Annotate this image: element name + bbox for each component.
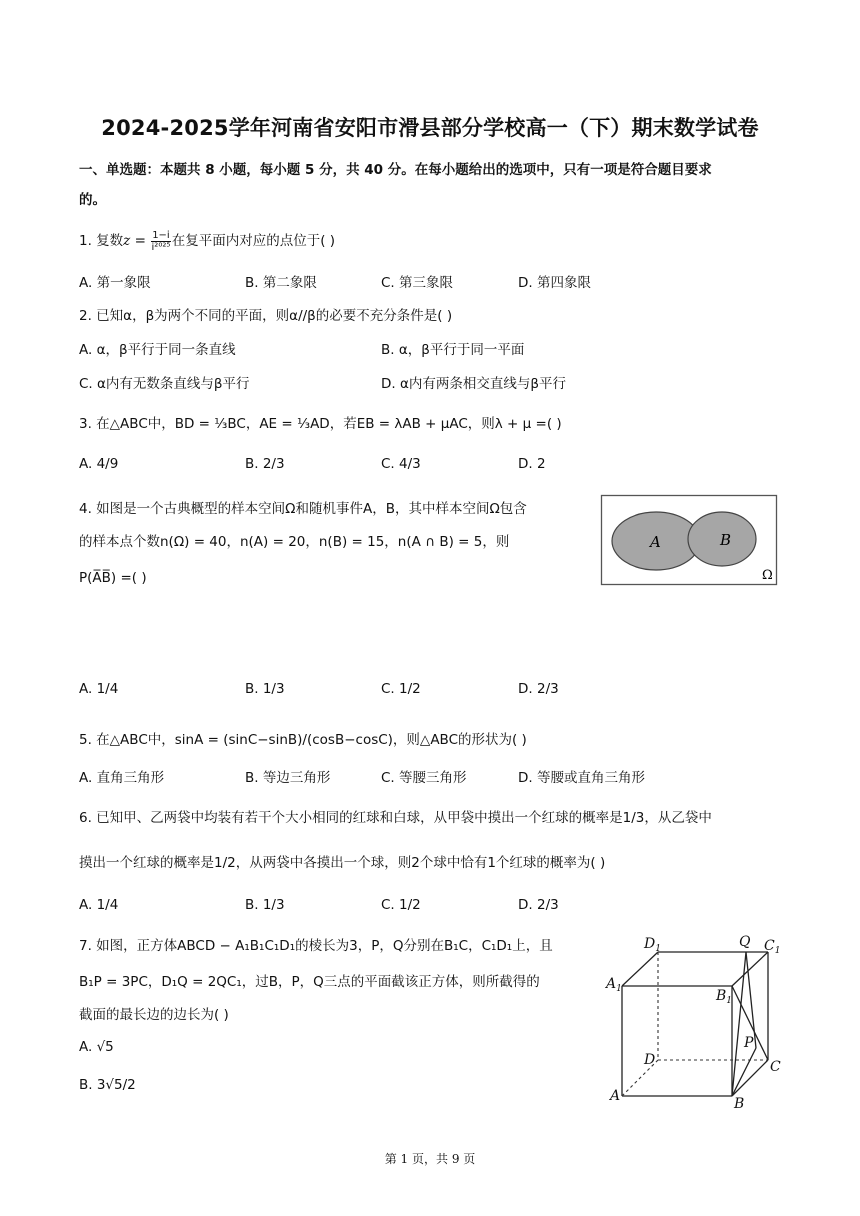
line-q-p [746,952,756,1048]
label-p: P [744,1035,754,1051]
question-3-stem: 3. 在△ABC中，BD = ⅓BC，AE = ⅓AD，若EB = λAB + μAC，则λ + μ =( ) [79,416,562,432]
q1-option-d: D. 第四象限 [518,275,591,291]
q3-option-b: B. 2/3 [245,456,285,472]
q2-option-b: B. α，β平行于同一平面 [381,342,525,358]
question-7-line2: B₁P = 3PC，D₁Q = 2QC₁，过B，P，Q三点的平面截该正方体，则所截得的 [79,974,540,990]
q4-option-d: D. 2/3 [518,681,559,697]
label-d1: $D_1$ [644,936,661,954]
q7-option-a: A. √5 [79,1039,114,1055]
q6-option-c: C. 1/2 [381,897,421,913]
label-b1: $B_1$ [716,988,733,1006]
label-c: C [770,1059,781,1075]
q6-option-d: D. 2/3 [518,897,559,913]
venn-label-b: B [720,531,732,549]
venn-diagram [600,494,778,586]
q6-option-b: B. 1/3 [245,897,285,913]
q5-option-a: A. 直角三角形 [79,770,165,786]
question-4-line1: 4. 如图是一个古典概型的样本空间Ω和随机事件A，B，其中样本空间Ω包含 [79,501,527,517]
question-7-line1: 7. 如图，正方体ABCD − A₁B₁C₁D₁的棱长为3，P，Q分别在B₁C，C₁D₁上，且 [79,938,553,954]
section-heading-line1: 一、单选题：本题共 8 小题，每小题 5 分，共 40 分。在每小题给出的选项中，只有一项是符合题目要求 [79,162,712,178]
question-2-stem: 2. 已知α，β为两个不同的平面，则α//β的必要不充分条件是( ) [79,308,453,324]
section-heading-line2: 的。 [79,192,106,208]
q2-option-a: A. α，β平行于同一条直线 [79,342,236,358]
venn-label-a: A [650,533,661,551]
page-title: 2024-2025学年河南省安阳市滑县部分学校高一（下）期末数学试卷 [101,116,759,140]
cube-diagram [600,930,790,1110]
edge-b1-c1 [732,952,768,986]
q5-option-d: D. 等腰或直角三角形 [518,770,645,786]
question-6-line1: 6. 已知甲、乙两袋中均装有若干个大小相同的红球和白球，从甲袋中摸出一个红球的概率是1/3，从乙袋中 [79,810,712,826]
q1-option-b: B. 第二象限 [245,275,317,291]
q3-option-a: A. 4/9 [79,456,119,472]
label-c1: $C_1$ [764,938,781,956]
venn-label-omega: Ω [762,568,773,583]
q2-option-c: C. α内有无数条直线与β平行 [79,376,250,392]
q1-option-c: C. 第三象限 [381,275,454,291]
q1-option-a: A. 第一象限 [79,275,151,291]
question-1-stem: 1. 复数z = $\frac{1-i}{\text{i²⁰²⁵}}$ 在复平面内对应的点位于( ) [79,229,336,253]
label-a: A [610,1088,621,1104]
question-4-line2: 的样本点个数n(Ω) = 40，n(A) = 20，n(B) = 15，n(A ∩ B) = 5，则 [79,534,510,550]
label-b: B [734,1096,745,1110]
question-4-line3: P(A̅B̅) =( ) [79,570,147,586]
fraction: $\frac{1-i}{\text{i²⁰²⁵}}$ [151,229,171,253]
q6-option-a: A. 1/4 [79,897,119,913]
question-6-line2: 摸出一个红球的概率是1/2，从两袋中各摸出一个球，则2个球中恰有1个红球的概率为( ) [79,855,606,871]
q2-option-d: D. α内有两条相交直线与β平行 [381,376,566,392]
q5-option-b: B. 等边三角形 [245,770,331,786]
q5-option-c: C. 等腰三角形 [381,770,467,786]
line-b-q [732,952,746,1096]
label-a1: $A_1$ [606,976,622,994]
edge-b-c [732,1060,768,1096]
edge-a1-d1 [622,952,658,986]
q4-option-c: C. 1/2 [381,681,421,697]
q7-option-b: B. 3√5/2 [79,1077,136,1093]
question-5-stem: 5. 在△ABC中，sinA = (sinC−sinB)/(cosB−cosC)，则△ABC的形状为( ) [79,732,527,748]
q3-option-d: D. 2 [518,456,546,472]
q4-option-a: A. 1/4 [79,681,119,697]
label-d: D [644,1052,656,1068]
label-q: Q [739,934,751,950]
q4-option-b: B. 1/3 [245,681,285,697]
question-7-line3: 截面的最长边的边长为( ) [79,1007,229,1023]
page-footer: 第 1 页，共 9 页 [384,1152,476,1166]
q3-option-c: C. 4/3 [381,456,421,472]
